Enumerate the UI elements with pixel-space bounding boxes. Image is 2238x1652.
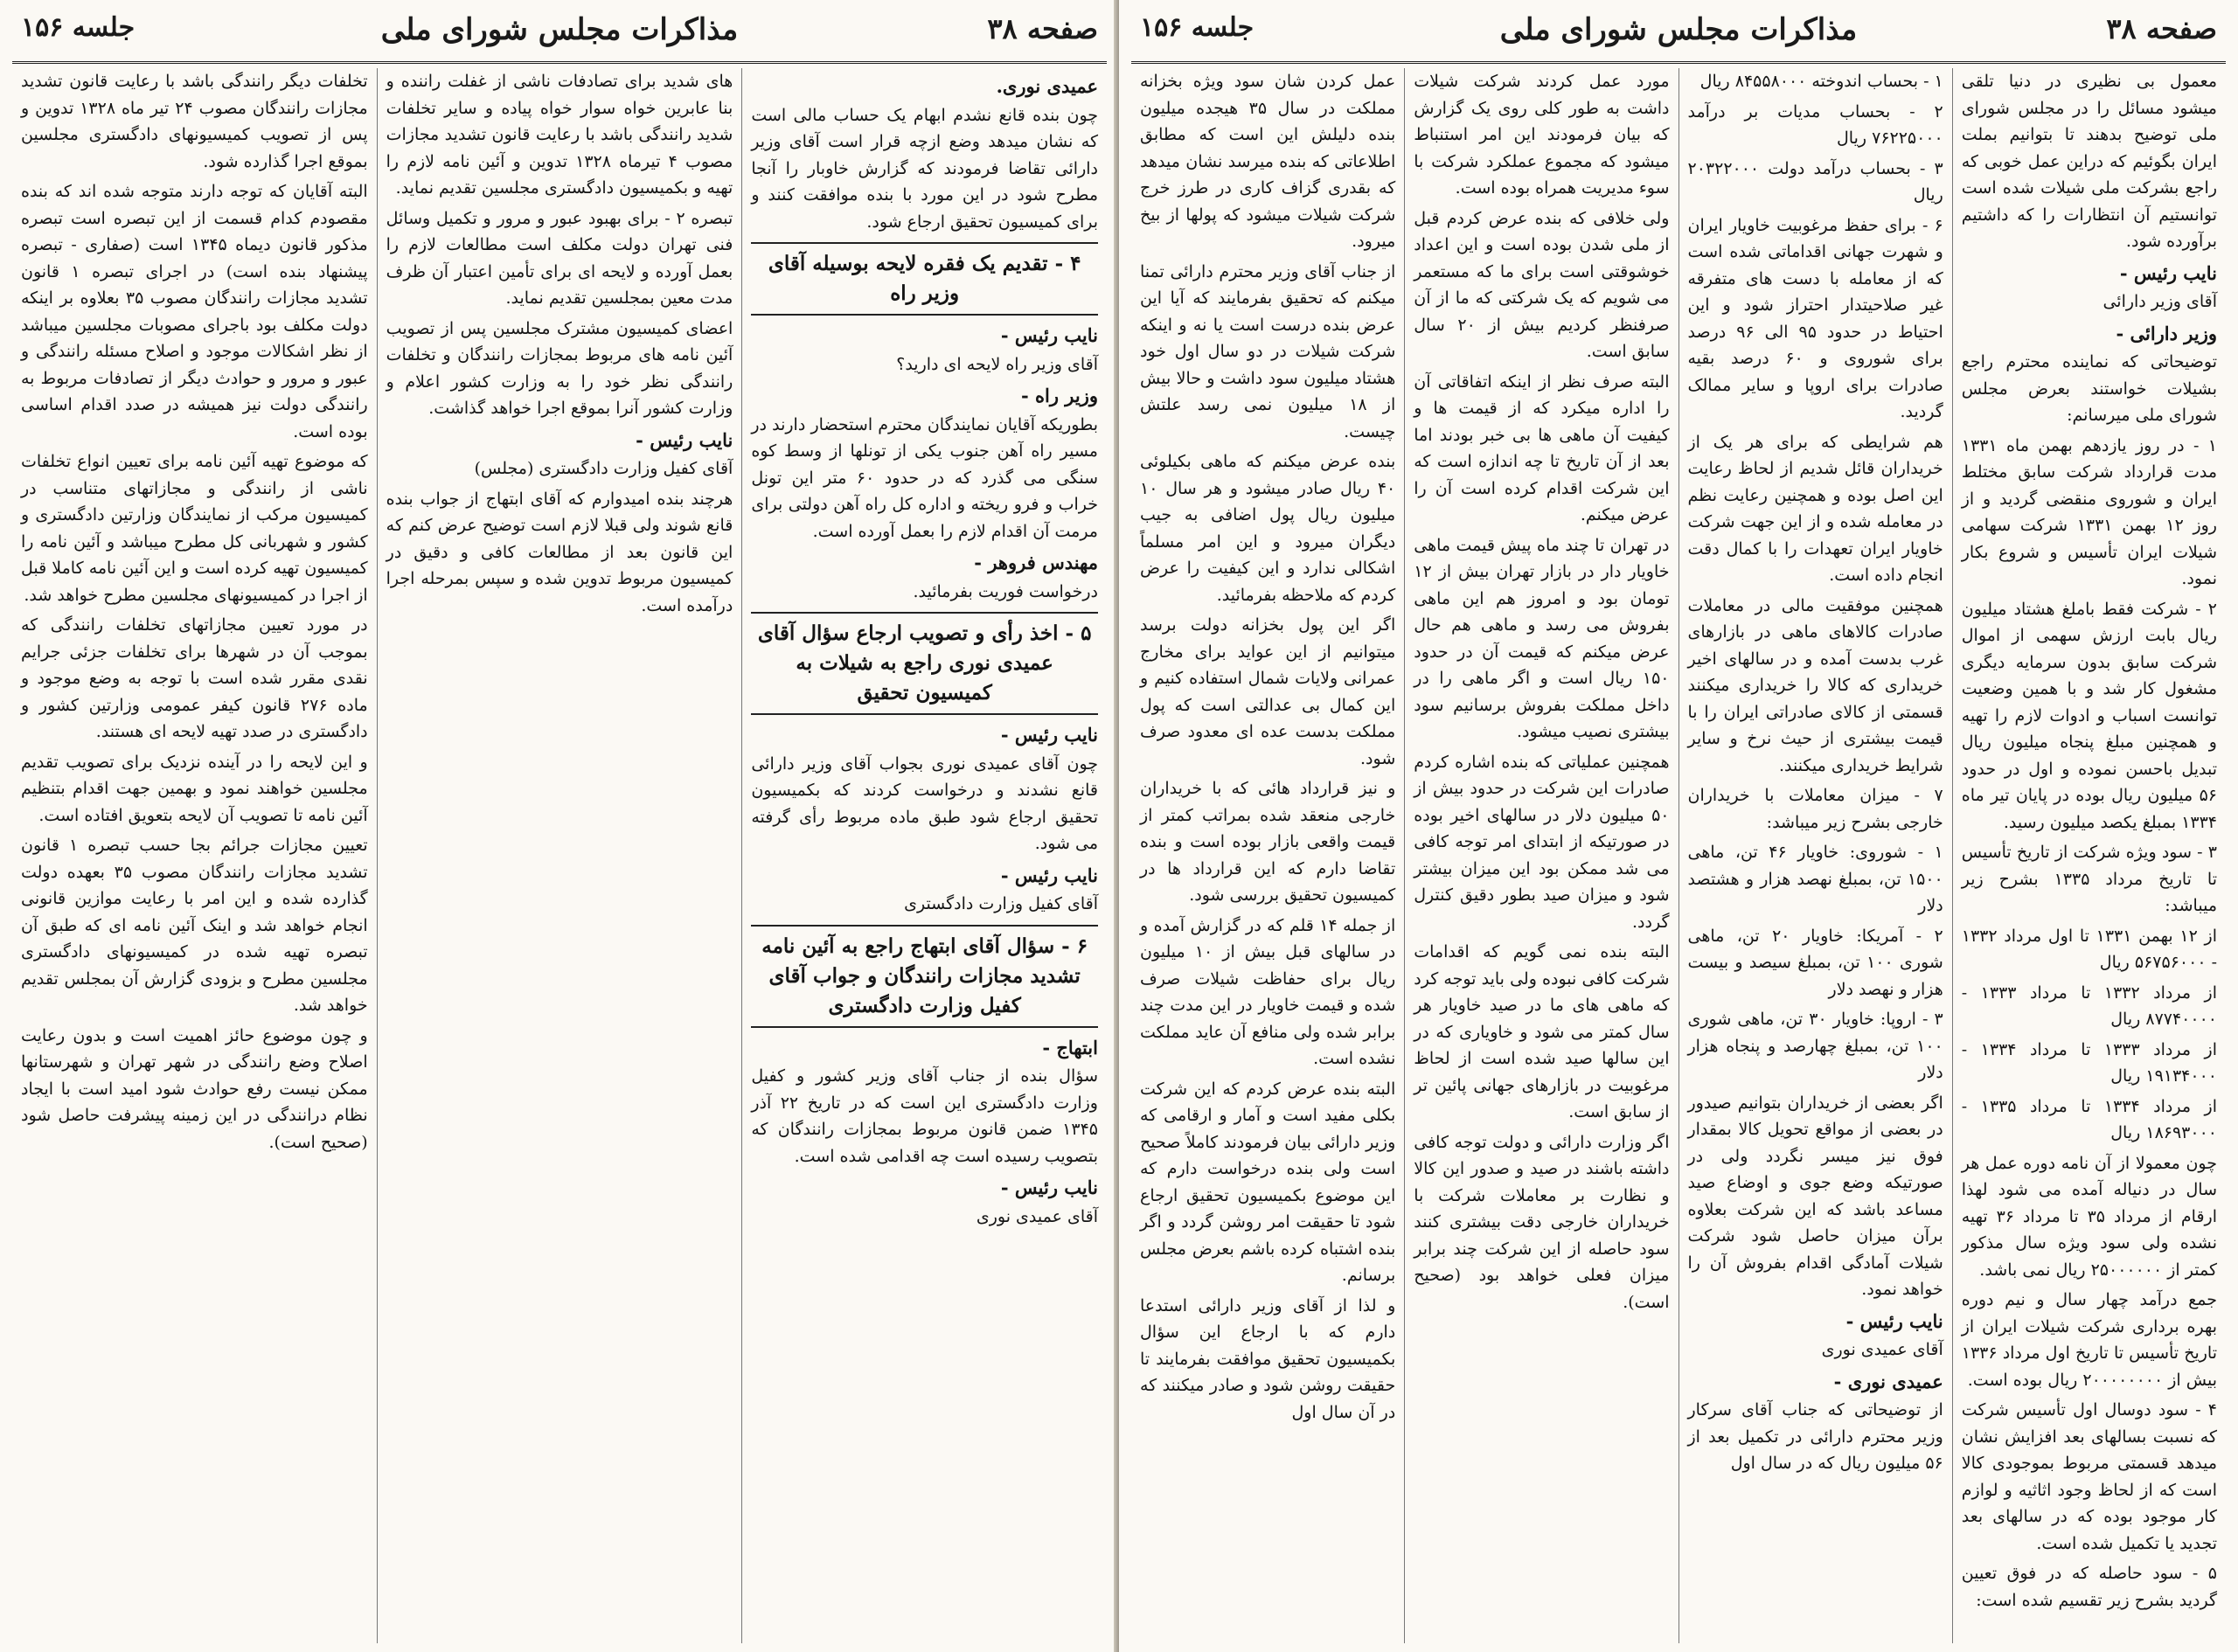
paragraph: های شدید برای تصادفات ناشی از غفلت راننده و بنا عابرین خواه سوار خواه پیاده و سایر تخلفات شدید رانندگی باشد با رعایت قانون تشدید مجازات مصوب ۴ تیرماه ۱۳۲۸ تدوین و آئین نامه لازم را تهیه و بکمیسیون دادگستری مجلسین تقدیم نماید. [386,72,733,198]
list-item: ۳ - سود ویژه شرکت از تاریخ تأسیس تا تاریخ مرداد ۱۳۳۵ بشرح زیر میباشد: [1961,843,2217,915]
paragraph: البته صرف نظر از اینکه اتفاقاتی آن را اداره میکرد که از قیمت ها و کیفیت آن ماهی ها بی خبر بودند اما بعد از آن تاریخ تا چه اندازه است که این شرکت اقدام کرده است آن را عرض میکنم. [1414,371,1670,524]
paragraph: تبصره ۲ - برای بهبود عبور و مرور و تکمیل وسائل فنی تهران دولت مکلف است مطالعات لازم را بعمل آورده و لایحه ای برای تأمین اعتبار آن ظرف مدت معین بمجلسین تقدیم نماید. [386,208,733,308]
left-session-number: جلسه ۱۵۶ [21,12,136,43]
speaker-label: ابتهاج - [1042,1036,1098,1059]
speaker-label: مهندس فروهر - [974,552,1098,573]
speaker-label: نایب رئیس - [636,428,733,451]
paragraph: و این لایحه را در آینده نزدیک برای تصویب تقدیم مجلسین خواهند نمود و بهمین جهت اقدام بتنظیم آئین نامه تا تصویب آن لایحه بتعویق افتاده است. [20,752,368,825]
list-item: ۱ - در روز یازدهم بهمن ماه ۱۳۳۱ مدت قرارداد شرکت سابق مختلط ایران و شوروی منقضی گردید و از روز ۱۲ بهمن ۱۳۳۱ شرکت سهامی شیلات ایران تأسیس و شروع بکار نمود. [1961,435,2217,588]
paragraph: بنده عرض میکنم که ماهی بکیلوئی ۴۰ ریال صادر میشود و هر سال ۱۰ میلیون ریال پول اضافی به جیب دیگران میرود و این امر مسلماً اشکالی ندارد و این کیفیت را عرض کردم که ملاحظه بفرمائید. [1140,452,1396,605]
paragraph: اعضای کمیسیون مشترک مجلسین پس از تصویب آئین نامه های مربوط بمجازات رانندگان و تخلفات رانندگی نظر خود را به وزارت کشور اعلام و وزارت کشور آنرا بموقع اجرا خواهد گذاشت. [386,318,733,418]
list-item: ۲ - بحساب مدیات بر درآمد ۷۶۲۲۵۰۰۰ ریال [1687,101,1943,148]
paragraph: ۶ - برای حفظ مرغوبیت خاویار ایران و شهرت جهانی اقداماتی شده است که از معامله با دست های متفرقه غیر صلاحیتدار احتراز شود و این احتیاط در حدود ۹۵ الی ۹۶ درصد برای شوروی و ۶۰ درصد بقیه صادرات برای اروپا و سایر ممالک گردید. [1687,215,1943,421]
speaker-label: عمیدی نوری - [1833,1370,1943,1392]
paragraph: ۵ - سود حاصله که در فوق تعیین گردید بشرح زیر تقسیم شده است: [1961,1564,2217,1610]
paragraph: که موضوع تهیه آئین نامه برای تعیین انواع تخلفات ناشی از رانندگی و مجازاتهای متناسب در کمیسیون مرکب از نمایندگان وزارتین دادگستری و کشور و شهربانی کل مطرح میباشد و آئین نامه را کمیسیون تهیه کرده است و این آئین نامه کاملا قبل از اجرا در کمیسیونهای مجلسین مطرح خواهد شد. [20,452,368,605]
left-page-title: مذاکرات مجلس شورای ملی [380,12,739,47]
paragraph: البته بنده نمی گویم که اقدامات شرکت کافی نبوده ولی باید توجه کرد که ماهی های ما در صید خاویار هر سال کمتر می شود و خاویاری که در این سالها صید شده است از لحاظ مرغوبیت در بازارهای جهانی پائین تر از سابق است. [1414,942,1670,1121]
paragraph: توضیحاتی که نماینده محترم راجع بشیلات خواستند بعرض مجلس شورای ملی میرسانم: [1961,352,2217,425]
right-page [1119,0,2238,1652]
left-page-number: صفحه ۳۸ [987,12,1098,45]
right-column-4 [1131,68,1404,1643]
paragraph: اگر وزارت دارائی و دولت توجه کافی داشته باشند در صید و صدور این کالا و نظارت بر معاملات شرکت با خریداران خارجی دقت بیشتری کنند سود حاصله از این شرکت چند برابر میزان فعلی خواهد بود (صحیح است). [1414,1132,1670,1312]
list-item: از مرداد ۱۳۳۳ تا مرداد ۱۳۳۴ - ۱۹۱۳۴۰۰۰ ریال [1961,1039,2217,1086]
paragraph: عمل کردن شان سود ویژه بخزانه مملکت در سال ۳۵ هیجده میلیون بنده دلیلش این است که مطابق اطلاعاتی که بنده میرسد نشان میدهد که بقدری گزاف کاری در طرز خرج شرکت شیلات میشود که پولها از بیخ میرود. [1140,72,1396,251]
paragraph: همچنین عملیاتی که بنده اشاره کردم صادرات این شرکت در حدود بیش از ۵۰ میلیون دلار در سالهای اخیر بوده در صورتیکه از ابتدای امر توجه کافی می شد ممکن بود این میزان بیشتر شود و میزان صید بطور دقیق کنترل گردد. [1414,752,1670,932]
left-page-header [12,5,1107,64]
right-page-title: مذاکرات مجلس شورای ملی [1499,12,1858,47]
paragraph: سؤال بنده از جناب آقای وزیر کشور و کفیل وزارت دادگستری این است که در تاریخ ۲۲ آذر ۱۳۴۵ ضمن قانون مربوط بمجازات رانندگان که بتصویب رسیده است چه اقدامی شده است. [751,1066,1098,1166]
paragraph: در مورد تعیین مجازاتهای تخلفات رانندگی که بموجب آن در شهرها برای تخلفات جزئی جرایم نقدی مقرر شده است با توجه به وضع موجود و ماده ۲۷۶ قانون کیفر عمومی وزارتین کشور و دادگستری در صدد تهیه لایحه ای هستند. [20,615,368,741]
paragraph: در تهران تا چند ماه پیش قیمت ماهی خاویار دار در بازار تهران بیش از ۱۲ تومان بود و امروز هم این ماهی بفروش می رسد و ماهی هم حال عرض میکنم که قیمت آن در حدود ۱۵۰ ریال است و اگر ماهی را در داخل مملکت بفروش برسانیم سود بیشتری نصیب میشود. [1414,535,1670,741]
paragraph: از جمله ۱۴ قلم که در گزارش آمده و در سالهای قبل بیش از ۱۰ میلیون ریال برای حفاظت شیلات صرف شده و قیمت خاویار در این مدت چند برابر شده ولی منافع آن عاید مملکت نشده است. [1140,915,1396,1068]
list-item: ۱ - شوروی: خاویار ۴۶ تن، ماهی ۱۵۰۰ تن، بمبلغ نهصد هزار و هشتصد دلار [1687,843,1943,915]
speaker-label: نایب رئیس - [2119,261,2217,284]
list-item: از مرداد ۱۳۳۴ تا مرداد ۱۳۳۵ - ۱۸۶۹۳۰۰۰ ریال [1961,1096,2217,1142]
section-heading: ۵ - اخذ رأی و تصویب ارجاع سؤال آقای عمیدی نوری راجع به شیلات به کمیسیون تحقیق [751,612,1098,715]
left-column-2 [377,68,742,1643]
right-session-number: جلسه ۱۵۶ [1140,12,1255,43]
paragraph: ۷ - میزان معاملات با خریداران خارجی بشرح زیر میباشد: [1687,786,1943,832]
paragraph: آقای وزیر دارائی [2102,292,2217,311]
list-item: از مرداد ۱۳۳۲ تا مرداد ۱۳۳۳ - ۸۷۷۴۰۰۰۰ ریال [1961,982,2217,1029]
section-heading: ۶ - سؤال آقای ابتهاج راجع به آئین نامه تشدید مجازات رانندگان و جواب آقای کفیل وزارت دادگستری [751,925,1098,1028]
paragraph: درخواست فوریت بفرمائید. [913,581,1098,601]
speaker-label: نایب رئیس - [1000,864,1098,886]
right-column-3 [1404,68,1678,1643]
left-column-1 [741,68,1107,1643]
paragraph: و لذا از آقای وزیر دارائی استدعا دارم که با ارجاع این سؤال بکمیسیون تحقیق موافقت بفرمایند تا حقیقت روشن شود و صادر میکنند که در آن سال اول [1140,1295,1396,1422]
paragraph: چون معمولا از آن نامه دوره عمل هر سال در دنیاله آمده می شود لهذا ارقام از مرداد ۳۵ تا مرداد ۳۶ تهیه نشده ولی سود ویژه سال مذکور کمتر از ۲۵۰۰۰۰۰۰ ریال نمی باشد. [1961,1153,2217,1280]
paragraph: ۴ - سود دوسال اول تأسیس شرکت که نسبت بسالهای بعد افزایش نشان میدهد قسمتی مربوط بموجودی کالا است که از لحاظ وجود اثاثیه و لوازم کار موجود بوده که در سالهای بعد تجدید یا تکمیل شده است. [1961,1400,2217,1553]
speaker-label: نایب رئیس - [1000,724,1098,746]
left-column-3 [12,68,377,1643]
paragraph: البته بنده عرض کردم که این شرکت بکلی مفید است و آمار و ارقامی که وزیر دارائی بیان فرمودند کاملاً صحیح است ولی بنده درخواست دارم که این موضوع بکمیسیون تحقیق ارجاع شود تا حقیقت امر روشن گردد و اگر بنده اشتباه کرده باشم بعرض مجلس برسانم. [1140,1079,1396,1285]
paragraph: همچنین موفقیت مالی در معاملات صادرات کالاهای ماهی در بازارهای غرب بدست آمده و در سالهای اخیر خریداری که کالا را خریداری میکنند قسمتی از کالای صادراتی ایران را با قیمت بیشتری از حیث نرخ و سایر شرایط خریداری میکنند. [1687,595,1943,775]
right-column-2 [1678,68,1952,1643]
right-columns [1131,68,2226,1643]
paragraph: اگر این پول بخزانه دولت برسد میتوانیم از این عواید برای مخارج عمرانی ولایات شمال استفاده کنیم و این کمال بی عدالتی است که پول مملکت بدست عده ای معدود صرف شود. [1140,615,1396,768]
paragraph: معمول بی نظیری در دنیا تلقی میشود مسائل را در مجلس شورای ملی توضیح بدهند تا بتوانیم بملت ایران بگوئیم که دراین عمل خوبی که راجع بشرکت ملی شیلات شده است توانستیم آن انتظارات را که داشتیم برآورده شود. [1961,72,2217,251]
speaker-label: عمیدی نوری. [996,75,1098,97]
paragraph: تعیین مجازات جرائم بجا حسب تبصره ۱ قانون تشدید مجازات رانندگان مصوب ۳۵ بعهده دولت گذارده شده و این امر با رعایت موازین قانونی انجام خواهد شد و اینک آئین نامه ای که طبق آن تبصره تهیه شده در کمیسیونهای دادگستری مجلسین مطرح و بزودی گزارش آن بمجلس تقدیم خواهد شد. [20,836,368,1015]
speaker-label: نایب رئیس - [1845,1309,1943,1332]
paragraph: بطوریکه آقایان نمایندگان محترم استحضار دارند در مسیر راه آهن جنوب یکی از تونلها از وسط کوه سنگی می گذرد که در حدود ۶۰ متر این تونل خراب و فرو ریخته و اداره کل راه آهن دولتی برای مرمت آن اقدام لازم را بعمل آورده است. [751,414,1098,541]
paragraph: اگر بعضی از خریداران بتوانیم صیدور در بعضی از مواقع تحویل کالا بمقدار فوق نیز میسر نگردد ولی در صورتیکه وضع جوی و اوضاع صید مساعد باشد که این شرکت بعلاوه برآن میزان حاصل شود شرکت شیلات آمادگی اقدام بفروش آن را خواهد نمود. [1687,1093,1943,1299]
list-item: ۲ - آمریکا: خاویار ۲۰ تن، ماهی شوری ۱۰۰ تن، بمبلغ سیصد و بیست هزار و نهصد دلار [1687,926,1943,999]
right-page-header [1131,5,2226,64]
paragraph: چون بنده قانع نشدم ابهام یک حساب مالی است که نشان میدهد وضع ازچه قرار است آقای وزیر دارائی تقاضا فرمودند که گزارش خاوبار را آنجا مطرح شود در این مورد با بنده موافقت کنند و برای کمیسیون تحقیق ارجاع شود. [751,105,1098,232]
paragraph: آقای وزیر راه لایحه ای دارید؟ [896,354,1098,374]
paragraph: و چون موضوع حائز اهمیت است و بدون رعایت اصلاح وضع رانندگی در شهر تهران و شهرستانها ممکن نیست رفع حوادث شود امید است با ایجاد نظام درانندگی در این زمینه پیشرفت حاصل شود (صحیح است). [20,1025,368,1152]
paragraph: ولی خلافی که بنده عرض کردم قبل از ملی شدن بوده است و این اعداد خوشوقتی است برای ما که مستعمر می شویم که یک شرکتی که ما از آن صرفنظر کردیم بیش از ۲۰ سال سابق است. [1414,208,1670,361]
list-item: ۲ - شرکت فقط باملغ هشتاد میلیون ریال بابت ارزش سهمی از اموال شرکت سابق بدون سرمایه دیگری مشغول کار شد و با همین وضعیت توانست اسباب و ادوات لازم را تهیه و همچنین مبلغ پنجاه میلیون ریال تبدیل باحسن نموده و اول در حدود ۵۶ میلیون ریال بوده در پایان تیر ماه ۱۳۳۴ بمبلغ یکصد میلیون رسید. [1961,599,2217,832]
left-columns [12,68,1107,1643]
speaker-label: وزیر دارائی - [2116,322,2217,344]
section-heading: ۴ - تقدیم یک فقره لایحه بوسیله آقای وزیر راه [751,242,1098,316]
right-column-1 [1952,68,2226,1643]
paragraph: از جناب آقای وزیر محترم دارائی تمنا میکنم که تحقیق بفرمایند که آیا این عرض بنده درست است یا نه و اینکه شرکت شیلات در دو سال اول خود هشتاد میلیون سود داشت و حالا بیش از ۱۸ میلیون نمی رسد علتش چیست. [1140,261,1396,441]
paragraph: و نیز قرارداد هائی که با خریداران خارجی منعقد شده بمراتب کمتر از قیمت واقعی بازار بوده است و بنده تقاضا دارم که این قرارداد ها در کمیسیون تحقیق بررسی شود. [1140,779,1396,905]
speaker-label: وزیر راه - [1020,385,1098,406]
paragraph: تخلفات دیگر رانندگی باشد با رعایت قانون تشدید مجازات رانندگان مصوب ۲۴ تیر ماه ۱۳۲۸ تدوین و پس از تصویب کمیسیونهای دادگستری مجلسین بموقع اجرا گذارده شود. [20,72,368,171]
paragraph: آقای کفیل وزارت دادگستری [904,894,1098,913]
list-item: ۳ - بحساب درآمد دولت ۲۰۳۲۲۰۰۰ ریال [1687,158,1943,205]
list-item: از ۱۲ بهمن ۱۳۳۱ تا اول مرداد ۱۳۳۲ - ۵۶۷۵۶۰۰۰ ریال [1961,926,2217,972]
paragraph: آقای عمیدی نوری [1821,1340,1943,1359]
speaker-label: نایب رئیس - [1000,1177,1098,1198]
paragraph: چون آقای عمیدی نوری بجواب آقای وزیر دارائی قانع نشدند و درخواست کردند که بکمیسیون تحقیق ارجاع شود طبق ماده مربوط رأی گرفته می شود. [751,753,1098,853]
paragraph: آقای عمیدی نوری [976,1206,1098,1226]
list-item: ۱ - بحساب اندوخته ۸۴۵۵۸۰۰۰ ریال [1699,72,1943,91]
list-item: ۳ - اروپا: خاویار ۳۰ تن، ماهی شوری ۱۰۰ تن، بمبلغ چهارصد و پنجاه هزار دلار [1687,1010,1943,1082]
paragraph: آقای کفیل وزارت دادگستری (مجلس) [474,459,733,478]
paragraph: البته آقایان که توجه دارند متوجه شده اند که بنده مقصودم کدام قسمت از این تبصره است تبصره مذکور قانون دیماه ۱۳۴۵ است (صفاری - تبصره پیشنهاد بنده است) در اجرای تبصره ۱ قانون تشدید مجازات رانندگان مصوب ۳۵ بعلاوه بر اینکه دولت مکلف بود باجرای مصوبات مجلسین میباشد از نظر اشکالات موجود و اصلاح مسئله رانندگی و عبور و مرور و حوادث دیگر از تصادفات مربوط به رانندگی دولت نیز همیشه در صدد اقدام اساسی بوده است. [20,182,368,441]
paragraph: از توضیحاتی که جناب آقای سرکار وزیر محترم دارائی در تکمیل بعد از ۵۶ میلیون ریال که در سال اول [1687,1400,1943,1473]
right-page-number: صفحه ۳۸ [2106,12,2217,45]
paragraph: هم شرایطی که برای هر یک از خریداران قائل شدیم از لحاظ رعایت این اصل بوده و همچنین رعایت نظم در معامله شده و از این جهت شرکت خاویار ایران تعهدات را با کمال دقت انجام داده است. [1687,432,1943,585]
paragraph: مورد عمل کردند شرکت شیلات داشت به طور کلی روی یک گزارش که بیان فرمودند این امر استنباط میشود که مجموع عملکرد شرکت با سوء مدیریت همراه بوده است. [1414,72,1670,198]
paragraph: جمع درآمد چهار سال و نیم دوره بهره برداری شرکت شیلات ایران از تاریخ تأسیس تا تاریخ اول مرداد ۱۳۳۶ بیش از ۲۰۰۰۰۰۰۰۰ ریال بوده است. [1961,1290,2217,1390]
speaker-label: نایب رئیس - [1000,324,1098,346]
paragraph: هرچند بنده امیدوارم که آقای ابتهاج از جواب بنده قانع شوند ولی قبلا لازم است توضیح عرض کنم که این قانون بعد از مطالعات کافی و دقیق در کمیسیون مربوط تدوین شده و سپس بمرحله اجرا درآمده است. [386,489,733,615]
